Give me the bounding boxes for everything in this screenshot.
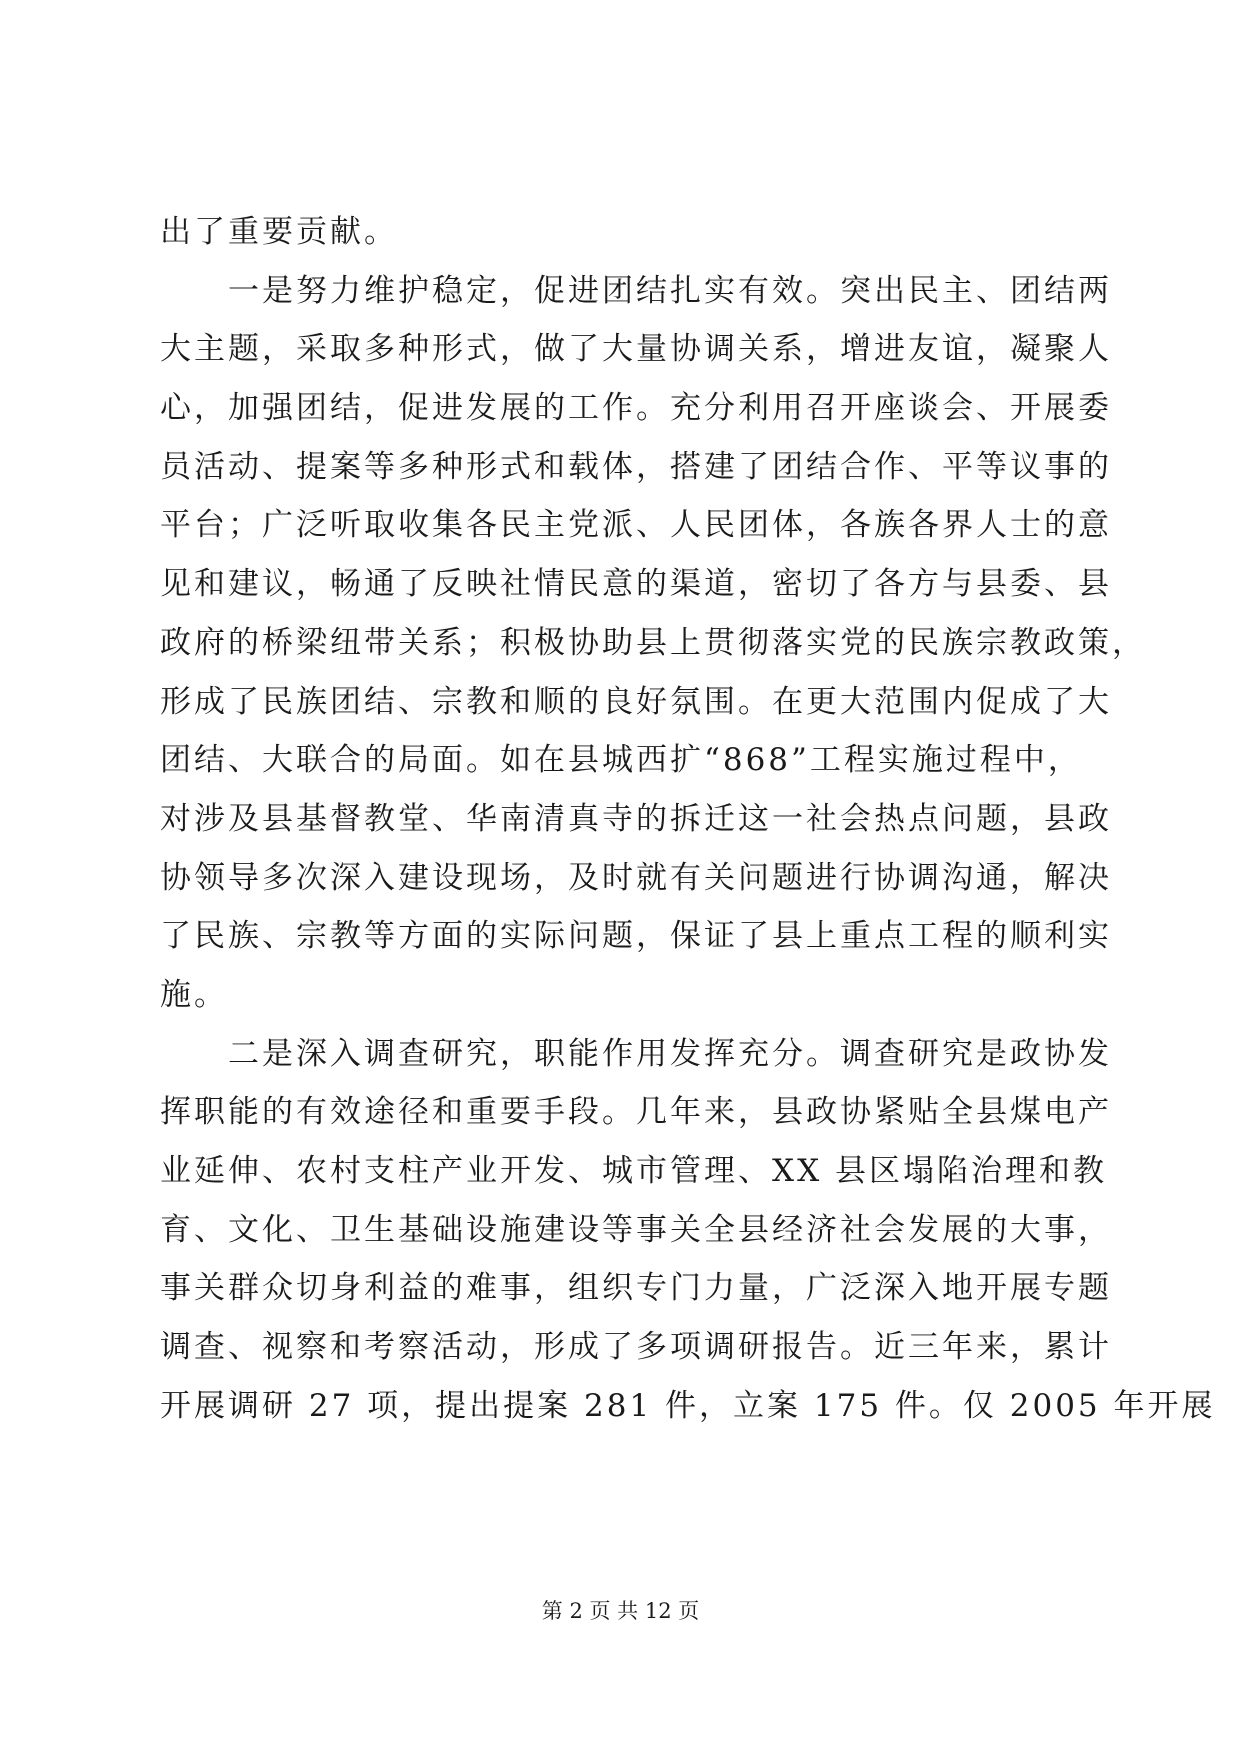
text-line: 协领导多次深入建设现场，及时就有关问题进行协调沟通，解决 [160,859,1112,896]
text-line: 开展调研 27 项，提出提案 281 件，立案 175 件。仅 2005 年开展 [160,1387,1216,1424]
text-line: 平台；广泛听取收集各民主党派、人民团体，各族各界人士的意 [160,507,1112,544]
text-line: 对涉及县基督教堂、华南清真寺的拆迁这一社会热点问题，县政 [160,800,1112,837]
text-line: 一是努力维护稳定，促进团结扎实有效。突出民主、团结两 [160,272,1112,309]
body-text [160,203,1216,1435]
text-line: 调查、视察和考察活动，形成了多项调研报告。近三年来，累计 [160,1329,1112,1366]
text-line: 施。 [160,976,228,1013]
text-line: 出了重要贡献。 [160,214,398,250]
text-line: 了民族、宗教等方面的实际问题，保证了县上重点工程的顺利实 [160,918,1112,955]
text-line: 二是深入调查研究，职能作用发挥充分。调查研究是政协发 [160,1035,1112,1072]
text-line: 事关群众切身利益的难事，组织专门力量，广泛深入地开展专题 [160,1270,1112,1307]
text-line: 员活动、提案等多种形式和载体，搭建了团结合作、平等议事的 [160,448,1112,485]
text-line: 业延伸、农村支柱产业开发、城市管理、XX 县区塌陷治理和教 [160,1153,1107,1189]
text-line: 心，加强团结，促进发展的工作。充分利用召开座谈会、开展委 [160,390,1112,427]
text-line: 挥职能的有效途径和重要手段。几年来，县政协紧贴全县煤电产 [160,1094,1112,1131]
text-line: 政府的桥梁纽带关系；积极协助县上贯彻落实党的民族宗教政策， [160,624,1146,661]
text-line: 见和建议，畅通了反映社情民意的渠道，密切了各方与县委、县 [160,566,1112,603]
page-number-footer: 第 2 页 共 12 页 [541,1599,700,1623]
text-line: 育、文化、卫生基础设施建设等事关全县经济社会发展的大事， [160,1211,1112,1248]
text-line: 形成了民族团结、宗教和顺的良好氛围。在更大范围内促成了大 [160,683,1112,720]
text-line: 团结、大联合的局面。如在县城西扩“868”工程实施过程中， [160,742,1082,779]
text-line: 大主题，采取多种形式，做了大量协调关系，增进友谊，凝聚人 [160,331,1112,368]
